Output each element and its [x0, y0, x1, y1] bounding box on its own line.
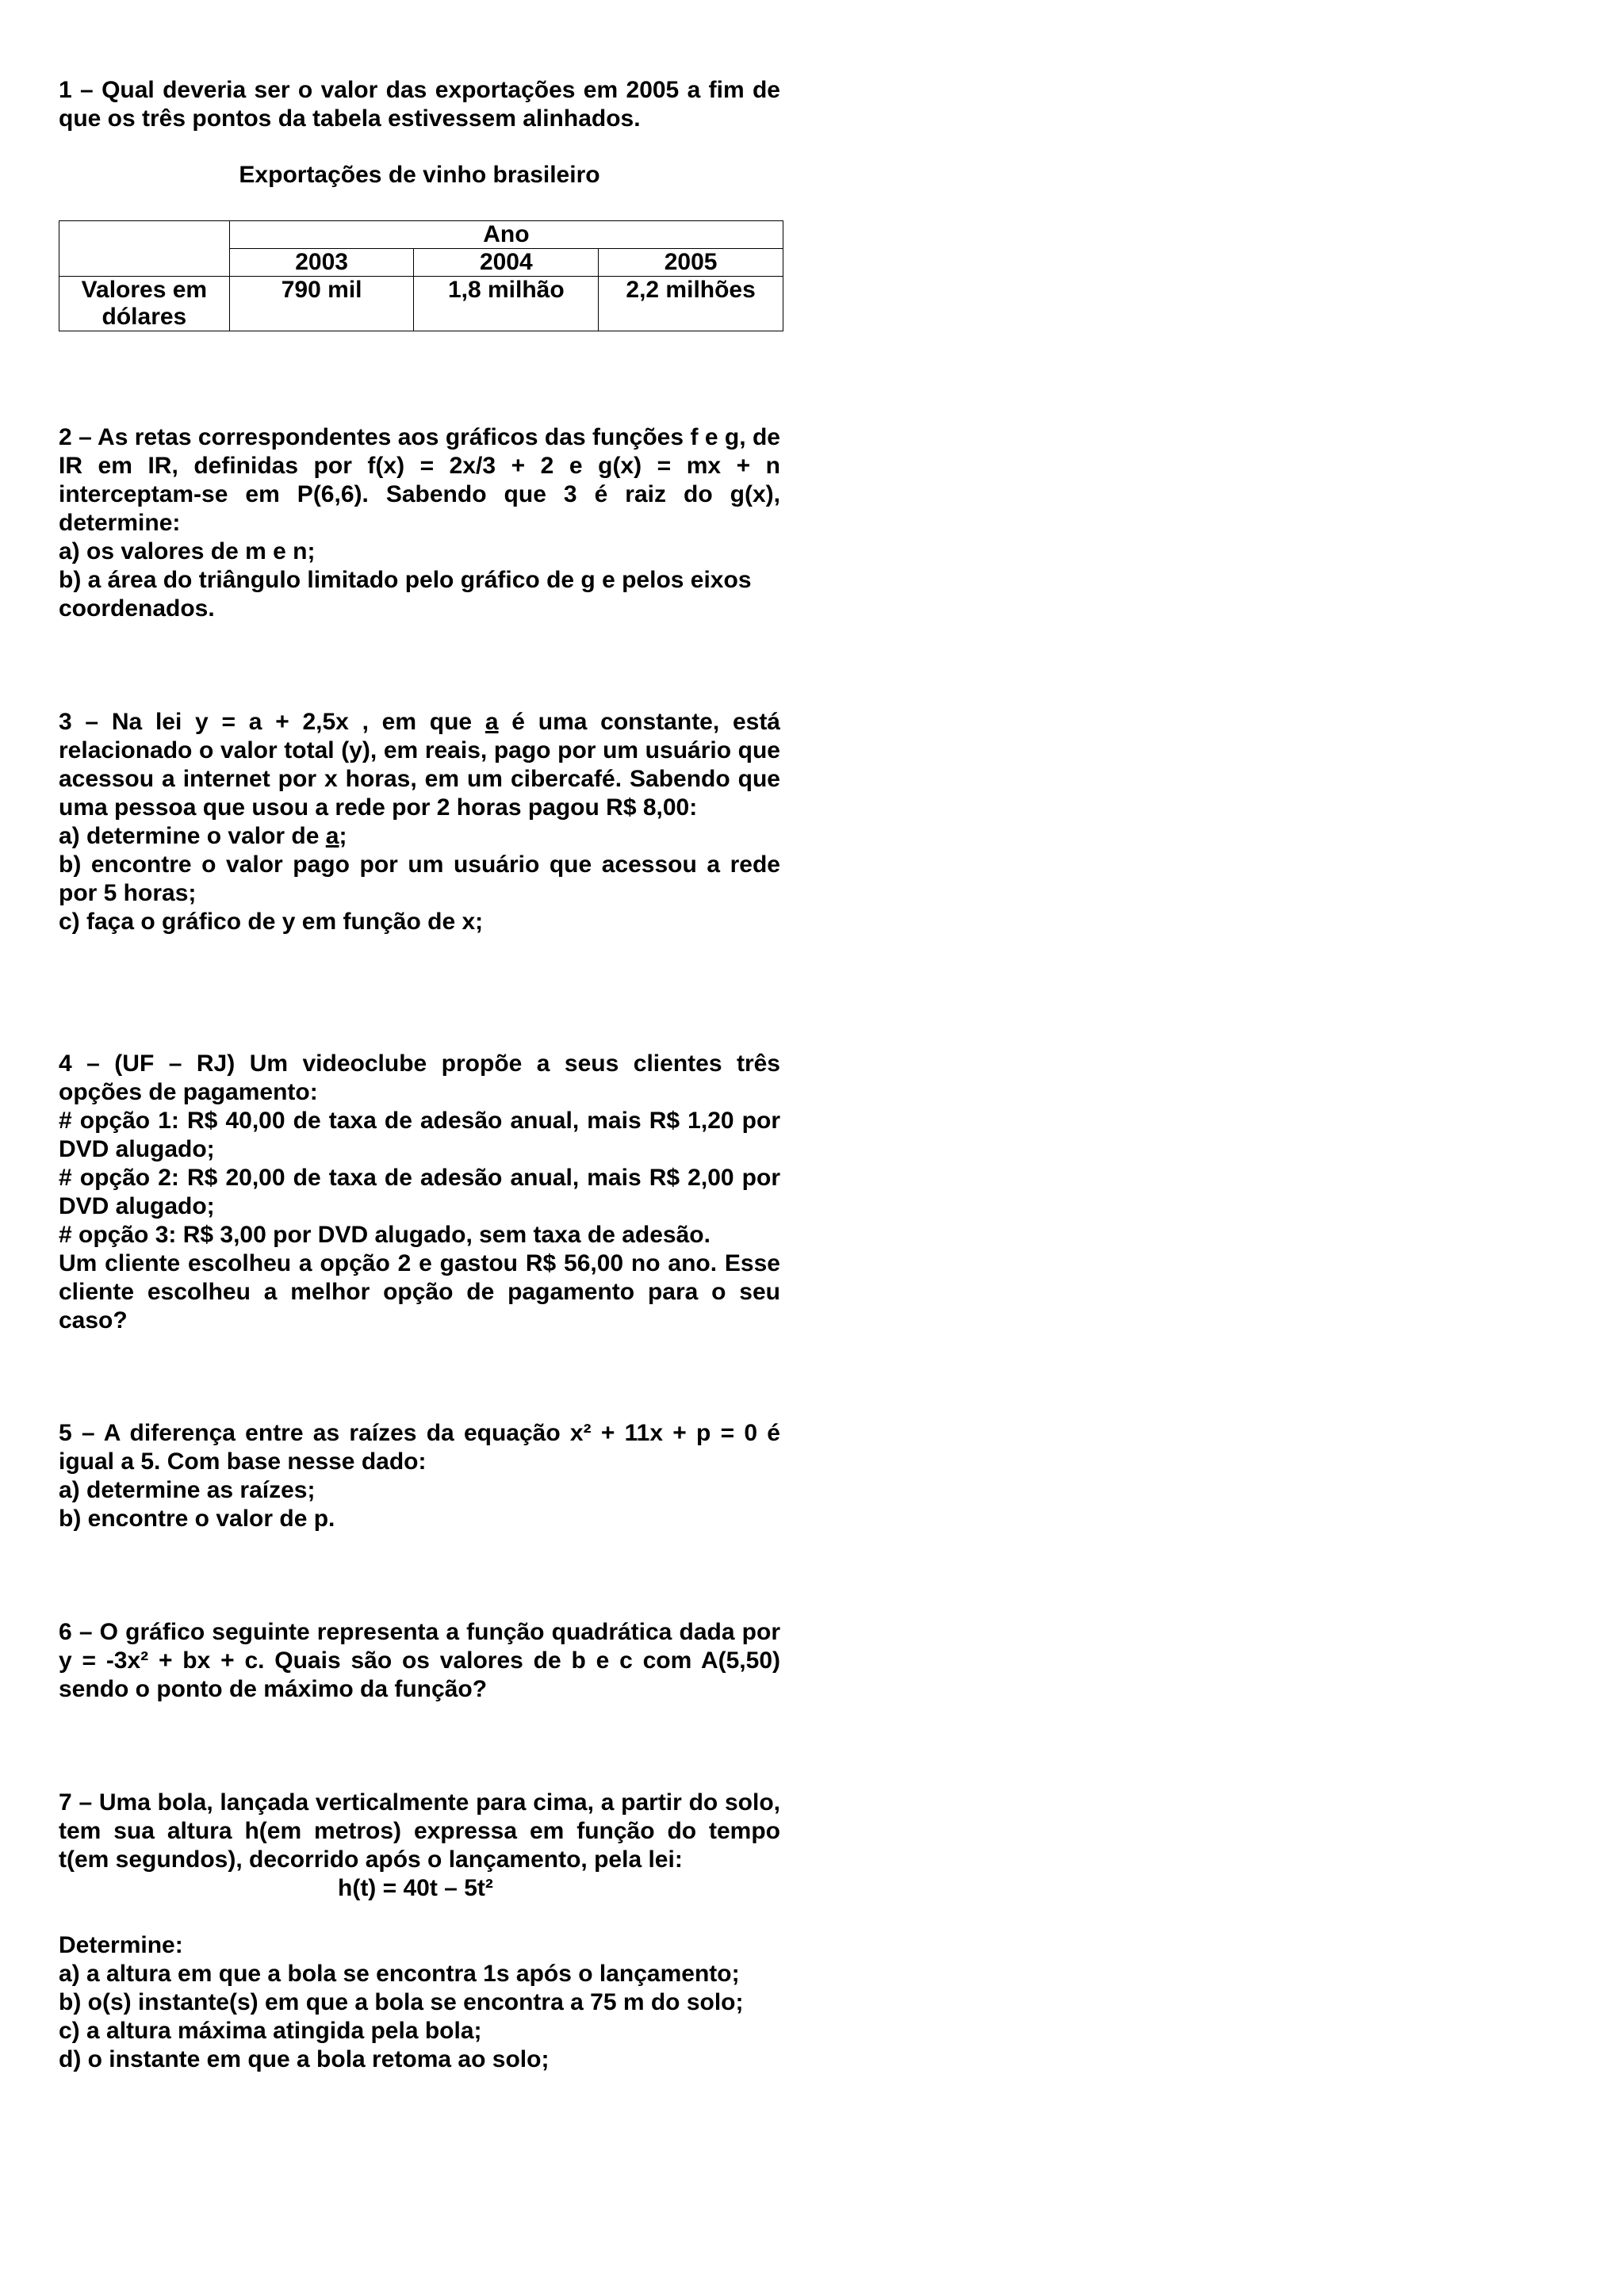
table-cell-value: 1,8 milhão — [414, 277, 599, 331]
table-group-header: Ano — [229, 221, 783, 249]
question-3-item-a-text: a) determine o valor de — [59, 823, 326, 849]
question-5-statement: 5 – A diferença entre as raízes da equação x² + 11x + p = 0 é igual a 5. Com base nesse dado: — [59, 1420, 780, 1475]
question-1-statement: 1 – Qual deveria ser o valor das exportações em 2005 a fim de que os três pontos da tabela estivessem alinhados. — [59, 77, 780, 132]
table-year-header: 2004 — [414, 249, 599, 277]
question-6 — [59, 1618, 780, 1704]
question-3-item-a — [59, 822, 780, 851]
exports-table — [59, 220, 783, 331]
question-3-text-part: é uma constante, está relacionado o valor total (y), em reais, pago por um usuário que acessou a internet por x horas, em um cibercafé. Sabendo que uma pessoa que usou a rede por 2 horas pagou R$ 8,00: — [59, 709, 780, 821]
question-4-option-3: # opção 3: R$ 3,00 por DVD alugado, sem taxa de adesão. — [59, 1222, 710, 1248]
question-3-item-b: b) encontre o valor pago por um usuário que acessou a rede por 5 horas; — [59, 851, 780, 906]
question-7-formula: h(t) = 40t – 5t² — [338, 1875, 493, 1901]
question-3-text-part: 3 – Na lei y = a + 2,5x , em que — [59, 709, 485, 735]
table-year-header: 2003 — [229, 249, 414, 277]
question-3-item-a-text: ; — [339, 823, 347, 849]
question-7-item-d: d) o instante em que a bola retoma ao solo; — [59, 2046, 550, 2072]
question-3-variable: a — [485, 709, 499, 735]
question-2-item-a: a) os valores de m e n; — [59, 538, 316, 564]
question-3-item-c: c) faça o gráfico de y em função de x; — [59, 909, 484, 935]
question-4-option-1: # opção 1: R$ 40,00 de taxa de adesão anual, mais R$ 1,20 por DVD alugado; — [59, 1108, 780, 1162]
question-5-item-a: a) determine as raízes; — [59, 1477, 316, 1503]
question-4-statement: 4 – (UF – RJ) Um videoclube propõe a seus clientes três opções de pagamento: — [59, 1050, 780, 1105]
table-title: Exportações de vinho brasileiro — [239, 162, 600, 188]
question-7-item-a: a) a altura em que a bola se encontra 1s após o lançamento; — [59, 1961, 740, 1987]
question-7-determine: Determine: — [59, 1932, 183, 1958]
question-2-statement: 2 – As retas correspondentes aos gráficos das funções f e g, de IR em IR, definidas por f(x) = 2x/3 + 2 e g(x) = mx + n interceptam-se em P(6,6). Sabendo que 3 é raiz do g(x), determine: — [59, 424, 780, 536]
question-1-text — [59, 76, 780, 133]
question-2 — [59, 423, 780, 623]
table-cell-value: 790 mil — [229, 277, 414, 331]
table-cell-value: 2,2 milhões — [599, 277, 783, 331]
question-6-statement: 6 – O gráfico seguinte representa a função quadrática dada por y = -3x² + bx + c. Quais são os valores de b e c com A(5,50) sendo o ponto de máximo da função? — [59, 1619, 780, 1702]
question-7-item-c: c) a altura máxima atingida pela bola; — [59, 2018, 482, 2044]
question-4-option-2: # opção 2: R$ 20,00 de taxa de adesão anual, mais R$ 2,00 por DVD alugado; — [59, 1165, 780, 1219]
question-3-statement — [59, 708, 780, 822]
question-2-item-b: b) a área do triângulo limitado pelo gráfico de g e pelos eixos coordenados. — [59, 567, 752, 622]
question-4-closing: Um cliente escolheu a opção 2 e gastou R$ 56,00 no ano. Esse cliente escolheu a melhor opção de pagamento para o seu caso? — [59, 1250, 780, 1334]
table-year-header: 2005 — [599, 249, 783, 277]
question-3 — [59, 708, 780, 936]
question-7 — [59, 1789, 780, 2074]
question-5 — [59, 1419, 780, 1533]
question-7-statement: 7 – Uma bola, lançada verticalmente para cima, a partir do solo, tem sua altura h(em metros) expressa em função do tempo t(em segundos), decorrido após o lançamento, pela lei: — [59, 1789, 780, 1873]
question-5-item-b: b) encontre o valor de p. — [59, 1506, 335, 1532]
question-3-item-a-variable: a — [325, 823, 339, 849]
table-row-label: Valores em dólares — [59, 277, 230, 331]
table-corner-cell — [59, 221, 230, 277]
question-4 — [59, 1050, 780, 1335]
question-7-item-b: b) o(s) instante(s) em que a bola se encontra a 75 m do solo; — [59, 1989, 744, 2015]
